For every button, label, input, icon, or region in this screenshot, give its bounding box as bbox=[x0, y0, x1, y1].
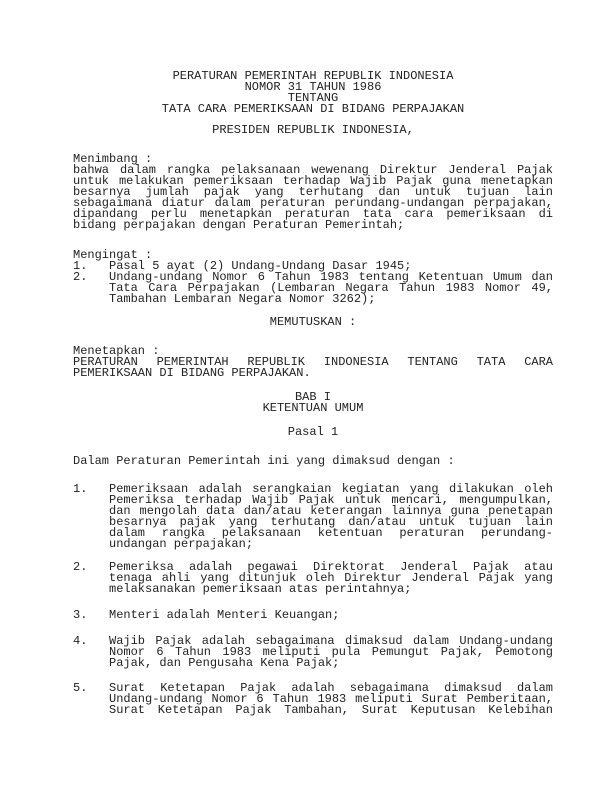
item-line: Undang-undang Nomor 6 Tahun 1983 meliputi Surat Pemberitaan, bbox=[109, 692, 553, 706]
list-item bbox=[73, 484, 553, 550]
item-line: Tambahan Lembaran Negara Nomor 3262); bbox=[109, 292, 376, 306]
chapter-title: BAB I bbox=[294, 390, 331, 404]
title-line: TENTANG bbox=[287, 91, 339, 105]
definition-item bbox=[73, 636, 553, 669]
item-number: 1. bbox=[73, 482, 88, 496]
section-label: Mengingat : bbox=[73, 248, 153, 262]
paragraph-line: sebagaimana diatur dalam peraturan perundang-undangan perpajakan, bbox=[73, 196, 553, 210]
item-number: 2. bbox=[73, 560, 88, 574]
chapter-subtitle: KETENTUAN UMUM bbox=[262, 401, 364, 415]
item-line: Pemeriksa adalah pegawai Direktorat Jenderal Pajak atau bbox=[109, 560, 553, 574]
item-line: Pemeriksaan adalah serangkaian kegiatan yang dilakukan oleh bbox=[109, 482, 553, 496]
title-line: PERATURAN PEMERINTAH REPUBLIK INDONESIA bbox=[172, 69, 454, 83]
paragraph-line: bahwa dalam rangka pelaksanaan wewenang Direktur Jenderal Pajak bbox=[73, 163, 553, 177]
president-line: PRESIDEN REPUBLIK INDONESIA, bbox=[212, 123, 414, 137]
definition-item bbox=[73, 562, 553, 595]
intro-text bbox=[73, 456, 553, 467]
item-number: 5. bbox=[73, 681, 88, 695]
title-line: TATA CARA PEMERIKSAAN DI BIDANG PERPAJAKAN bbox=[161, 102, 465, 116]
list-item bbox=[73, 562, 553, 595]
list-item bbox=[73, 610, 553, 621]
definition-item bbox=[73, 484, 553, 550]
section-label: Menetapkan : bbox=[73, 344, 160, 358]
menimbang-section bbox=[73, 154, 553, 231]
list-item bbox=[73, 636, 553, 669]
item-line: Pasal 5 ayat (2) Undang-Undang Dasar 1945; bbox=[109, 259, 412, 273]
article-title: Pasal 1 bbox=[287, 425, 339, 439]
document-title bbox=[73, 71, 553, 115]
definition-item bbox=[73, 610, 553, 621]
intro-line: Dalam Peraturan Pemerintah ini yang dimaksud dengan : bbox=[73, 454, 455, 468]
item-line: besarnya pajak yang terhutang dan/atau untuk tujuan lain bbox=[109, 515, 553, 529]
paragraph-line: besarnya jumlah pajak yang terhutang dan untuk tujuan lain bbox=[73, 185, 553, 199]
item-number: 2. bbox=[73, 270, 88, 284]
paragraph-line: dipandang perlu menetapkan peraturan tata cara pemeriksaan di bbox=[73, 207, 553, 221]
item-line: Tata Cara Perpajakan (Lembaran Negara Tahun 1983 Nomor 49, bbox=[109, 281, 553, 295]
article-heading bbox=[73, 427, 553, 438]
item-line: Pemeriksa terhadap Wajib Pajak untuk mencari, mengumpulkan, bbox=[109, 493, 553, 507]
paragraph-line: bidang perpajakan dengan Peraturan Pemerintah; bbox=[73, 218, 405, 232]
heading-line: MEMUTUSKAN : bbox=[269, 315, 357, 329]
list-item bbox=[73, 272, 553, 305]
item-line: melaksanakan pemeriksaan atas perintahnya; bbox=[109, 582, 412, 596]
item-line: Pajak, dan Pengusaha Kena Pajak; bbox=[109, 656, 340, 670]
item-line: Wajib Pajak adalah sebagaimana dimaksud dalam Undang-undang bbox=[109, 634, 553, 648]
item-line: dalam rangka pelaksanaan ketentuan peraturan perundang- bbox=[109, 526, 553, 540]
item-number: 4. bbox=[73, 634, 88, 648]
memutuskan-heading bbox=[73, 317, 553, 328]
list-item bbox=[73, 683, 553, 716]
mengingat-section bbox=[73, 250, 553, 305]
definition-item bbox=[73, 683, 553, 716]
item-line: undangan perpajakan; bbox=[109, 537, 254, 551]
item-number: 1. bbox=[73, 259, 88, 273]
section-label: Menimbang : bbox=[73, 152, 153, 166]
paragraph-line: PERATURAN PEMERINTAH REPUBLIK INDONESIA TENTANG TATA CARA bbox=[73, 355, 553, 369]
president-heading bbox=[73, 125, 553, 136]
item-line: Menteri adalah Menteri Keuangan; bbox=[109, 608, 340, 622]
item-line: Surat Ketetapan Pajak Tambahan, Surat Keputusan Kelebihan bbox=[109, 703, 553, 717]
item-line: dan mengolah data dan/atau keterangan lainnya guna penetapan bbox=[109, 504, 553, 518]
paragraph-line: untuk melakukan pemeriksaan terhadap Wajib Pajak guna menetapkan bbox=[73, 174, 553, 188]
chapter-heading bbox=[73, 392, 553, 414]
title-line: NOMOR 31 TAHUN 1986 bbox=[244, 80, 382, 94]
item-line: Undang-undang Nomor 6 Tahun 1983 tentang Ketentuan Umum dan bbox=[109, 270, 553, 284]
item-line: tenaga ahli yang ditunjuk oleh Direktur Jenderal Pajak yang bbox=[109, 571, 553, 585]
item-number: 3. bbox=[73, 608, 88, 622]
item-line: Surat Ketetapan Pajak adalah sebagaimana dimaksud dalam bbox=[109, 681, 553, 695]
paragraph-line: PEMERIKSAAN DI BIDANG PERPAJAKAN. bbox=[73, 366, 311, 380]
menetapkan-section bbox=[73, 346, 553, 379]
item-line: Nomor 6 Tahun 1983 meliputi pula Pemungut Pajak, Pemotong bbox=[109, 645, 553, 659]
